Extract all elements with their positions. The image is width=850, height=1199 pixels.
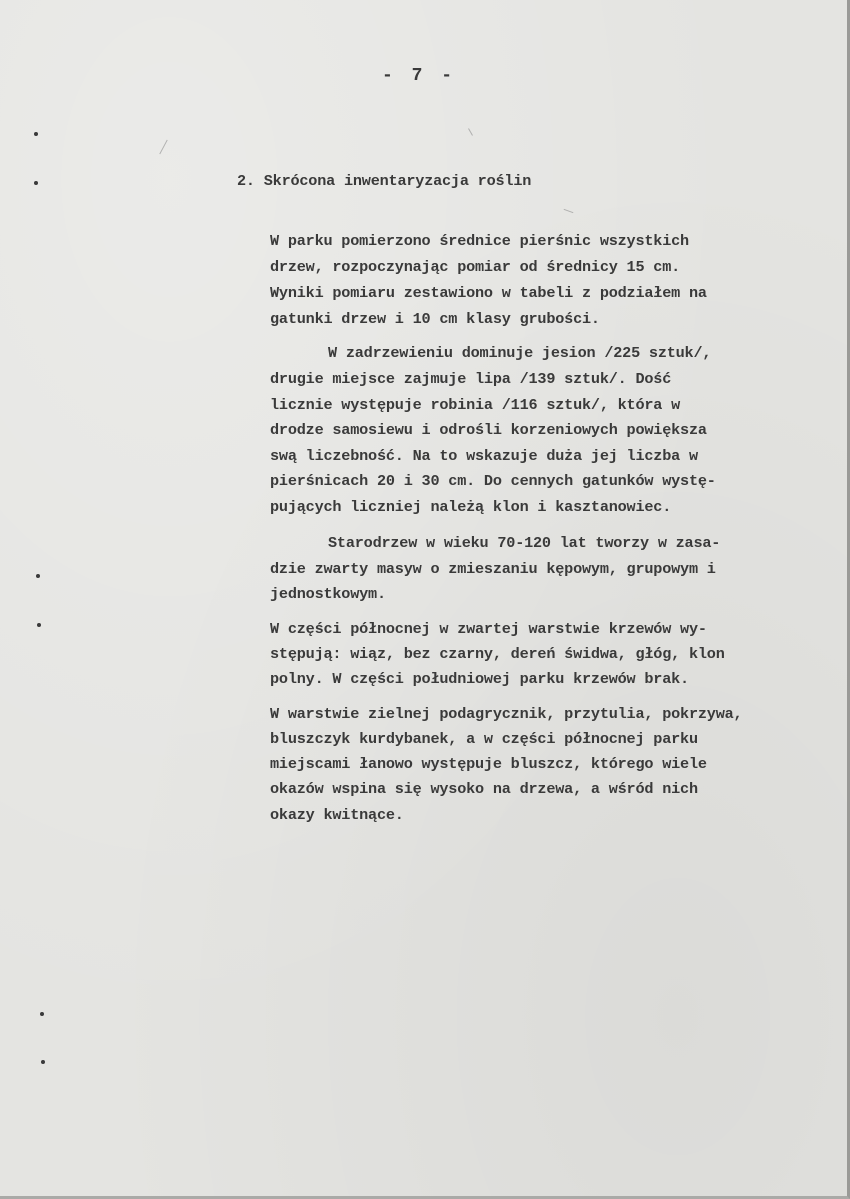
binding-hole-mark [40, 1012, 44, 1016]
text-line: W warstwie zielnej podagrycznik, przytulia, pokrzywa, [270, 705, 743, 723]
text-line: drzew, rozpoczynając pomiar od średnicy 15 cm. [270, 258, 681, 276]
text-line: polny. W części południowej parku krzewów brak. [270, 670, 689, 688]
text-line: dzie zwarty masyw o zmieszaniu kępowym, grupowym i [270, 560, 716, 578]
text-line: swą liczebność. Na to wskazuje duża jej liczba w [270, 447, 698, 465]
binding-hole-mark [34, 132, 38, 136]
text-line: gatunki drzew i 10 cm klasy grubości. [270, 310, 600, 328]
paper-scratch [468, 128, 473, 135]
section-heading: 2. Skrócona inwentaryzacja roślin [237, 172, 532, 190]
text-line: pujących liczniej należą klon i kasztanowiec. [270, 498, 672, 516]
text-line: drodze samosiewu i odrośli korzeniowych powiększa [270, 421, 707, 439]
text-line: Starodrzew w wieku 70-120 lat tworzy w zasa- [328, 534, 721, 552]
text-line: pierśnicach 20 i 30 cm. Do cennych gatunków wystę- [270, 472, 716, 490]
binding-hole-mark [41, 1060, 45, 1064]
text-line: Wyniki pomiaru zestawiono w tabeli z podziałem na [270, 284, 707, 302]
text-line: miejscami łanowo występuje bluszcz, którego wiele [270, 755, 707, 773]
text-line: stępują: wiąz, bez czarny, dereń świdwa, głóg, klon [270, 645, 725, 663]
text-line: W parku pomierzono średnice pierśnic wszystkich [270, 232, 689, 250]
text-line: jednostkowym. [270, 585, 386, 603]
binding-hole-mark [36, 574, 40, 578]
paper-scratch [159, 140, 167, 155]
text-line: okazy kwitnące. [270, 806, 404, 824]
text-line: W części północnej w zwartej warstwie krzewów wy- [270, 620, 707, 638]
binding-hole-mark [34, 181, 38, 185]
text-line: okazów wspina się wysoko na drzewa, a wśród nich [270, 780, 698, 798]
binding-hole-mark [37, 623, 41, 627]
text-line: bluszczyk kurdybanek, a w części północnej parku [270, 730, 698, 748]
page-number: - 7 - [382, 66, 457, 86]
text-line: drugie miejsce zajmuje lipa /139 sztuk/. Dość [270, 370, 672, 388]
text-line: licznie występuje robinia /116 sztuk/, która w [270, 396, 681, 414]
text-line: W zadrzewieniu dominuje jesion /225 sztuk/, [328, 344, 712, 362]
paper-scratch [564, 209, 574, 213]
